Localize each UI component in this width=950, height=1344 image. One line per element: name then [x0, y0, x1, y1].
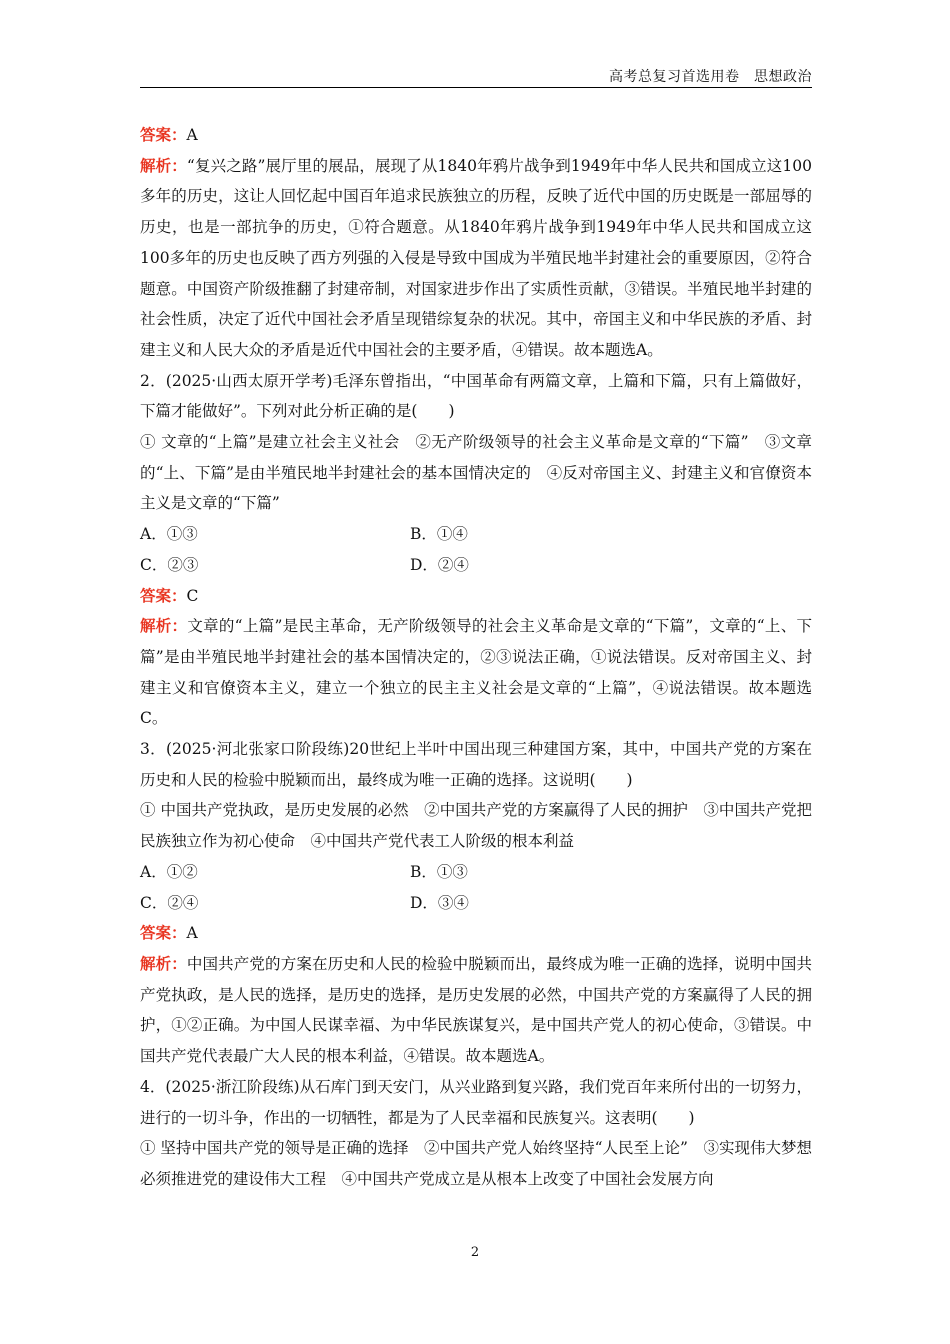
q3-option-c: C．②④	[140, 893, 199, 912]
answer-label: 答案：	[140, 585, 187, 605]
q1-answer	[140, 120, 812, 151]
q3-statements: ① 中国共产党执政，是历史发展的必然 ②中国共产党的方案赢得了人民的拥护 ③中国共产党把民族独立作为初心使命 ④中国共产党代表工人阶级的根本利益	[140, 801, 812, 851]
q3-option-a: A．①②	[140, 862, 198, 881]
answer-value: C	[186, 586, 199, 605]
q4-statements: ① 坚持中国共产党的领导是正确的选择 ②中国共产党人始终坚持“人民至上论” ③实现伟大梦想必须推进党的建设伟大工程 ④中国共产党成立是从根本上改变了中国社会发展方向	[140, 1139, 812, 1188]
q2-option-a: A．①③	[140, 525, 198, 544]
q4-stem: 4．(2025·浙江阶段练)从石库门到天安门，从兴业路到复兴路，我们党百年来所付出的一切努力，进行的一切斗争，作出的一切牺牲，都是为了人民幸福和民族复兴。这表明( )	[140, 1077, 812, 1127]
q2-analysis	[140, 611, 812, 734]
q2-option-c: C．②③	[140, 555, 199, 574]
q3-options-row-2	[140, 888, 812, 919]
answer-label: 答案：	[140, 923, 187, 943]
analysis-label: 解析：	[140, 616, 188, 636]
answer-label: 答案：	[140, 125, 187, 144]
q3-analysis	[140, 949, 812, 1072]
analysis-label: 解析：	[140, 953, 187, 973]
q2-options-row-2	[140, 550, 812, 581]
document-body	[140, 120, 812, 1195]
analysis-label: 解析：	[140, 155, 187, 175]
q2-statements: ① 文章的“上篇”是建立社会主义社会 ②无产阶级领导的社会主义革命是文章的“下篇” ③文章的“上、下篇”是由半殖民地半封建社会的基本国情决定的 ④反对帝国主义、封建主义和官僚资本主义是文章的“下篇”	[140, 433, 812, 513]
q3-answer	[140, 918, 812, 949]
header-rule	[140, 87, 812, 88]
answer-value: A	[186, 126, 198, 144]
analysis-text: “复兴之路”展厅里的展品，展现了从1840年鸦片战争到1949年中华人民共和国成立这100多年的历史，这让人回忆起中国百年追求民族独立的历程，反映了近代中国的历史既是一部屈辱的历史，也是一部抗争的历史，①符合题意。从1840年鸦片战争到1949年中华人民共和国成立这100多年的历史也反映了西方列强的入侵是导致中国成为半殖民地半封建社会的重要原因，②符合题意。中国资产阶级推翻了封建帝制，对国家进步作出了实质性贡献，③错误。半殖民地半封建的社会性质，决定了近代中国社会矛盾呈现错综复杂的状况。其中，帝国主义和中华民族的矛盾、封建主义和人民大众的矛盾是近代中国社会的主要矛盾，④错误。故本题选A。	[140, 156, 812, 359]
analysis-text: 文章的“上篇”是民主革命，无产阶级领导的社会主义革命是文章的“下篇”，文章的“上、下篇”是由半殖民地半封建社会的基本国情决定的，②③说法正确，①说法错误。反对帝国主义、封建主义和官僚资本主义，建立一个独立的民主主义社会是文章的“上篇”，④说法错误。故本题选C。	[140, 617, 812, 728]
page-number: 2	[470, 1245, 480, 1260]
q2-option-d: D．②④	[410, 555, 469, 574]
q3-option-b: B．①③	[410, 862, 468, 881]
q2-option-b: B．①④	[410, 525, 468, 544]
analysis-text: 中国共产党的方案在历史和人民的检验中脱颖而出，最终成为唯一正确的选择，说明中国共产党执政，是人民的选择，是历史的选择，是历史发展的必然，中国共产党的方案赢得了人民的拥护，①②正确。为中国人民谋幸福、为中华民族谋复兴，是中国共产党人的初心使命，③错误。中国共产党代表最广大人民的根本利益，④错误。故本题选A。	[140, 954, 812, 1066]
q3-stem: 3．(2025·河北张家口阶段练)20世纪上半叶中国出现三种建国方案，其中，中国共产党的方案在历史和人民的检验中脱颖而出，最终成为唯一正确的选择。这说明( )	[140, 740, 812, 789]
q2-answer	[140, 581, 812, 612]
q1-analysis	[140, 151, 812, 366]
q3-option-d: D．③④	[410, 893, 469, 912]
q2-options-row-1	[140, 519, 812, 550]
q3-options-row-1	[140, 857, 812, 888]
q2-stem: 2．(2025·山西太原开学考)毛泽东曾指出，“中国革命有两篇文章，上篇和下篇，只有上篇做好，下篇才能做好”。下列对此分析正确的是( )	[140, 371, 812, 421]
page-header	[140, 64, 812, 88]
header-title: 高考总复习首选用卷 思想政治	[609, 69, 812, 85]
answer-value: A	[186, 924, 198, 943]
